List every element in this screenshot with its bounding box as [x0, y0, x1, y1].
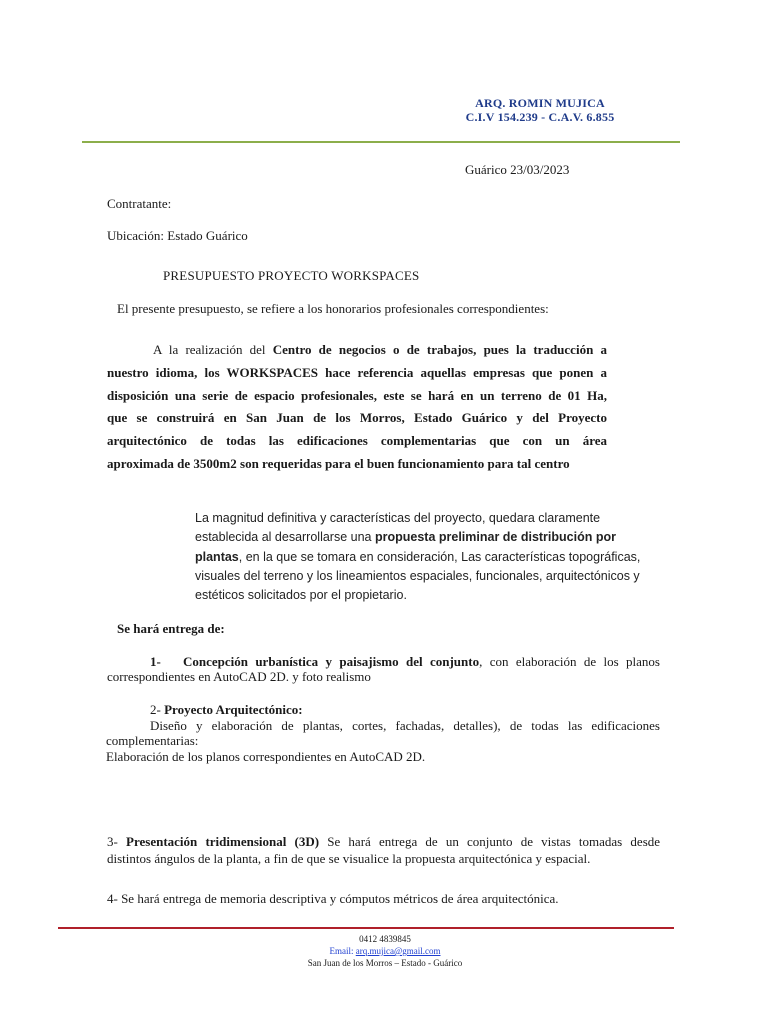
magnitude-line-2: establecida al desarrollarse una propuesta preliminar de distribución por	[195, 530, 616, 545]
deliverables-heading: Se hará entrega de:	[117, 621, 225, 636]
footer-phone: 0412 4839845	[359, 934, 411, 944]
contratante-label: Contratante:	[107, 196, 172, 211]
scope-line-4: que se construirá en San Juan de los Morros, Estado Guárico y del Proyecto	[107, 410, 607, 426]
footer-divider	[58, 927, 674, 929]
magnitude-line-5: estéticos solicitados por el propietario.	[195, 588, 407, 603]
scope-line-1: A la realización del Centro de negocios o de trabajos, pues la traducción a	[153, 342, 607, 357]
magnitude-line-1: La magnitud definitiva y características del proyecto, quedara claramente	[195, 511, 601, 525]
architect-registration: C.I.V 154.239 - C.A.V. 6.855	[465, 110, 615, 124]
deliverable-item-1: 1- Concepción urbanística y paisajismo del conjunto, con elaboración de los planos correspondientes en AutoCAD 2D. y foto realismo	[107, 654, 660, 684]
architect-name: ARQ. ROMIN MUJICA	[475, 96, 605, 110]
email-label: Email:	[329, 946, 354, 956]
scope-line-3: disposición una serie de espacio profesionales, este se hará en un terreno de 01 Ha,	[107, 387, 607, 403]
magnitude-line-3: plantas, en la que se tomara en consideración, Las características topográficas,	[195, 549, 641, 564]
scope-paragraph	[107, 339, 607, 476]
magnitude-paragraph	[195, 509, 655, 605]
ubicacion-label: Ubicación: Estado Guárico	[107, 228, 248, 243]
footer-address: San Juan de los Morros – Estado - Guárico	[307, 958, 463, 968]
scope-line-5: arquitectónico de todas las edificaciones complementarias que con un área	[107, 433, 607, 449]
magnitude-line-4: visuales del terreno y los lineamientos espaciales, funcionales, arquitectónicos y	[195, 568, 640, 583]
header-divider	[82, 141, 680, 143]
deliverable-item-2: 2- Proyecto Arquitectónico: Diseño y elaboración de plantas, cortes, fachadas, detalles), de todas las edificaciones complementarias: Elaboración de los planos correspondientes en AutoCAD 2D.	[106, 702, 660, 764]
document-title: PRESUPUESTO PROYECTO WORKSPACES	[163, 268, 420, 283]
scope-line-6: aproximada de 3500m2 son requeridas para el buen funcionamiento para tal centro	[107, 455, 570, 471]
letterhead	[440, 96, 640, 124]
email-link[interactable]: arq.mujica@gmail.com	[355, 946, 441, 956]
deliverable-item-3: 3- Presentación tridimensional (3D) Se hará entrega de un conjunto de vistas tomadas desde distintos ángulos de la planta, a fin de que se visualice la propuesta arquitectónica y espacial.	[107, 834, 661, 866]
scope-line-2: nuestro idioma, los WORKSPACES hace referencia aquellas empresas que ponen a	[107, 364, 607, 380]
deliverable-item-4: 4- Se hará entrega de memoria descriptiva y cómputos métricos de área arquitectónica.	[107, 891, 559, 906]
footer-email	[250, 945, 520, 957]
intro-text: El presente presupuesto, se refiere a los honorarios profesionales correspondientes:	[117, 301, 549, 316]
date-line: Guárico 23/03/2023	[465, 162, 570, 177]
